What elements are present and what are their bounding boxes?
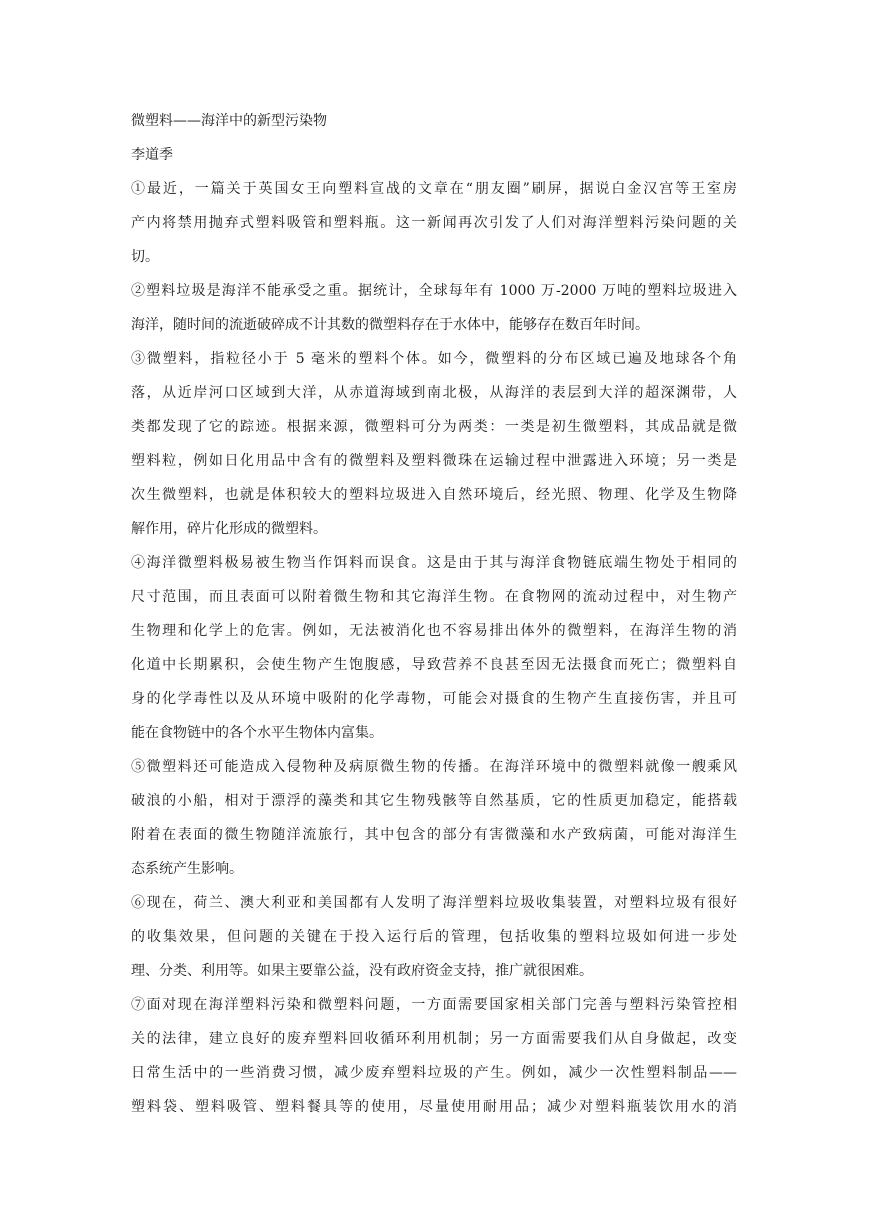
paragraph-5	[131, 750, 737, 886]
paragraph-line: 的收集效果，但问题的关键在于投入运行后的管理，包括收集的塑料垃圾如何进一步处	[131, 929, 737, 945]
paragraph-line: 落，从近岸河口区域到大洋，从赤道海域到南北极，从海洋的表层到大洋的超深渊带，人	[131, 385, 737, 401]
paragraph-line: ③微塑料，指粒径小于 5 毫米的塑料个体。如今，微塑料的分布区域已遍及地球各个角	[131, 351, 737, 367]
paragraph-line: 塑料袋、塑料吸管、塑料餐具等的使用，尽量使用耐用品；减少对塑料瓶装饮用水的消	[131, 1099, 737, 1115]
article-author: 李道季	[131, 147, 173, 163]
paragraph-line: 理、分类、利用等。如果主要靠公益，没有政府资金支持，推广就很困难。	[131, 963, 593, 979]
paragraph-line: 附着在表面的微生物随洋流旅行，其中包含的部分有害微藻和水产致病菌，可能对海洋生	[131, 827, 737, 843]
paragraph-7	[131, 988, 737, 1124]
paragraph-line: 化道中长期累积，会使生物产生饱腹感，导致营养不良甚至因无法摄食而死亡；微塑料自	[131, 657, 737, 673]
paragraph-3	[131, 342, 737, 546]
paragraph-line: 身的化学毒性以及从环境中吸附的化学毒物，可能会对摄食的生物产生直接伤害，并且可	[131, 691, 737, 707]
paragraph-2	[131, 274, 737, 342]
paragraph-line: ④海洋微塑料极易被生物当作饵料而误食。这是由于其与海洋食物链底端生物处于相同的	[131, 555, 737, 571]
paragraph-line: ⑦面对现在海洋塑料污染和微塑料问题，一方面需要国家相关部门完善与塑料污染管控相	[131, 997, 737, 1013]
paragraph-line: ②塑料垃圾是海洋不能承受之重。据统计，全球每年有 1000 万-2000 万吨的塑料垃圾进入	[131, 283, 737, 299]
paragraph-line: 切。	[131, 249, 159, 265]
paragraph-line: 尺寸范围，而且表面可以附着微生物和其它海洋生物。在食物网的流动过程中，对生物产	[131, 589, 737, 605]
paragraph-line: 海洋，随时间的流逝破碎成不计其数的微塑料存在于水体中，能够存在数百年时间。	[131, 317, 649, 333]
article-title: 微塑料——海洋中的新型污染物	[131, 113, 327, 129]
paragraph-line: 日常生活中的一些消费习惯，减少废弃塑料垃圾的产生。例如，减少一次性塑料制品——	[131, 1065, 737, 1081]
paragraph-line: ⑥现在，荷兰、澳大利亚和美国都有人发明了海洋塑料垃圾收集装置，对塑料垃圾有很好	[131, 895, 737, 911]
paragraph-line: 次生微塑料，也就是体积较大的塑料垃圾进入自然环境后，经光照、物理、化学及生物降	[131, 487, 737, 503]
paragraph-line: 产内将禁用抛弃式塑料吸管和塑料瓶。这一新闻再次引发了人们对海洋塑料污染问题的关	[131, 215, 737, 231]
paragraph-line: 关的法律，建立良好的废弃塑料回收循环利用机制；另一方面需要我们从自身做起，改变	[131, 1031, 737, 1047]
paragraph-line: 破浪的小船，相对于漂浮的藻类和其它生物残骸等自然基质，它的性质更加稳定，能搭载	[131, 793, 737, 809]
paragraph-line: 生物理和化学上的危害。例如，无法被消化也不容易排出体外的微塑料，在海洋生物的消	[131, 623, 737, 639]
paragraph-1	[131, 172, 737, 274]
paragraph-line: 类都发现了它的踪迹。根据来源，微塑料可分为两类：一类是初生微塑料，其成品就是微	[131, 419, 737, 435]
paragraph-4	[131, 546, 737, 750]
paragraph-line: 解作用，碎片化形成的微塑料。	[131, 521, 327, 537]
paragraph-6	[131, 886, 737, 988]
paragraph-line: 能在食物链中的各个水平生物体内富集。	[131, 725, 383, 741]
paragraph-line: ①最近，一篇关于英国女王向塑料宣战的文章在“朋友圈”刷屏，据说白金汉宫等王室房	[131, 181, 737, 197]
document-page	[131, 104, 737, 1124]
paragraph-line: 塑料粒，例如日化用品中含有的微塑料及塑料微珠在运输过程中泄露进入环境；另一类是	[131, 453, 737, 469]
paragraph-line: ⑤微塑料还可能造成入侵物种及病原微生物的传播。在海洋环境中的微塑料就像一艘乘风	[131, 759, 737, 775]
paragraph-line: 态系统产生影响。	[131, 861, 243, 877]
